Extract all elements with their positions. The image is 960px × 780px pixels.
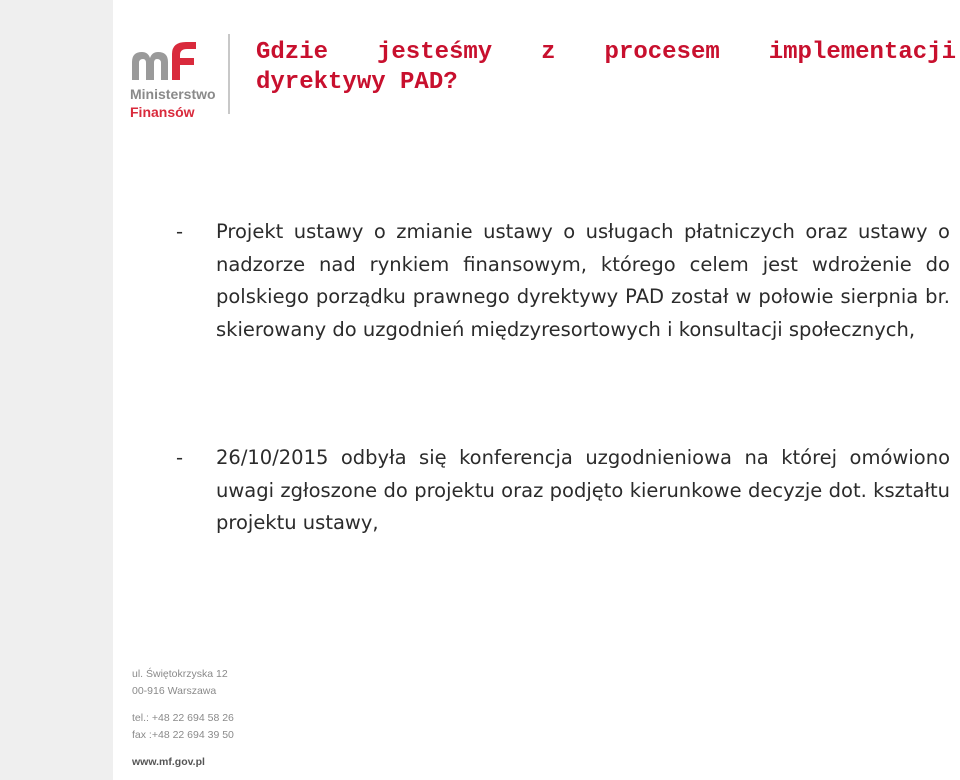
title-line1 (256, 38, 956, 68)
header-divider (228, 34, 230, 114)
slide-title (256, 38, 956, 98)
bullet-item-2 (176, 442, 950, 540)
footer-contact (132, 666, 234, 771)
logo-f-shape (172, 42, 196, 80)
title-word: jesteśmy (376, 39, 493, 66)
footer-tel: tel.: +48 22 694 58 26 (132, 712, 234, 724)
bullet-dash: - (176, 220, 184, 243)
logo-m-shape (132, 52, 168, 80)
bullet-text: 26/10/2015 odbyła się konferencja uzgodnieniowa na której omówiono uwagi zgłoszone do projektu oraz podjęto kierunkowe decyzje dot. kształtu projektu ustawy, (216, 446, 950, 534)
footer-city: 00-916 Warszawa (132, 685, 217, 697)
bullet-dash: - (176, 446, 184, 469)
title-word: z (541, 39, 556, 66)
ministry-name-line1: Ministerstwo (130, 86, 216, 102)
bullet-item-1 (176, 216, 950, 346)
title-line2: dyrektywy PAD? (256, 69, 458, 96)
title-word: implementacji (768, 39, 956, 66)
footer-website-link[interactable]: www.mf.gov.pl (132, 756, 205, 768)
ministry-name (130, 85, 216, 121)
title-word: Gdzie (256, 39, 329, 66)
title-word: procesem (604, 39, 720, 66)
footer-fax: fax :+48 22 694 39 50 (132, 729, 234, 741)
bullet-text: Projekt ustawy o zmianie ustawy o usługach płatniczych oraz ustawy o nadzorze nad rynkiem finansowym, którego celem jest wdrożenie do polskiego porządku prawnego dyrektywy PAD został w połowie sierpnia br. skierowany do uzgodnień międzyresortowych i konsultacji społecznych, (216, 220, 950, 341)
ministry-name-line2: Finansów (130, 104, 195, 120)
left-sidebar (0, 0, 113, 780)
footer-street: ul. Świętokrzyska 12 (132, 668, 228, 680)
